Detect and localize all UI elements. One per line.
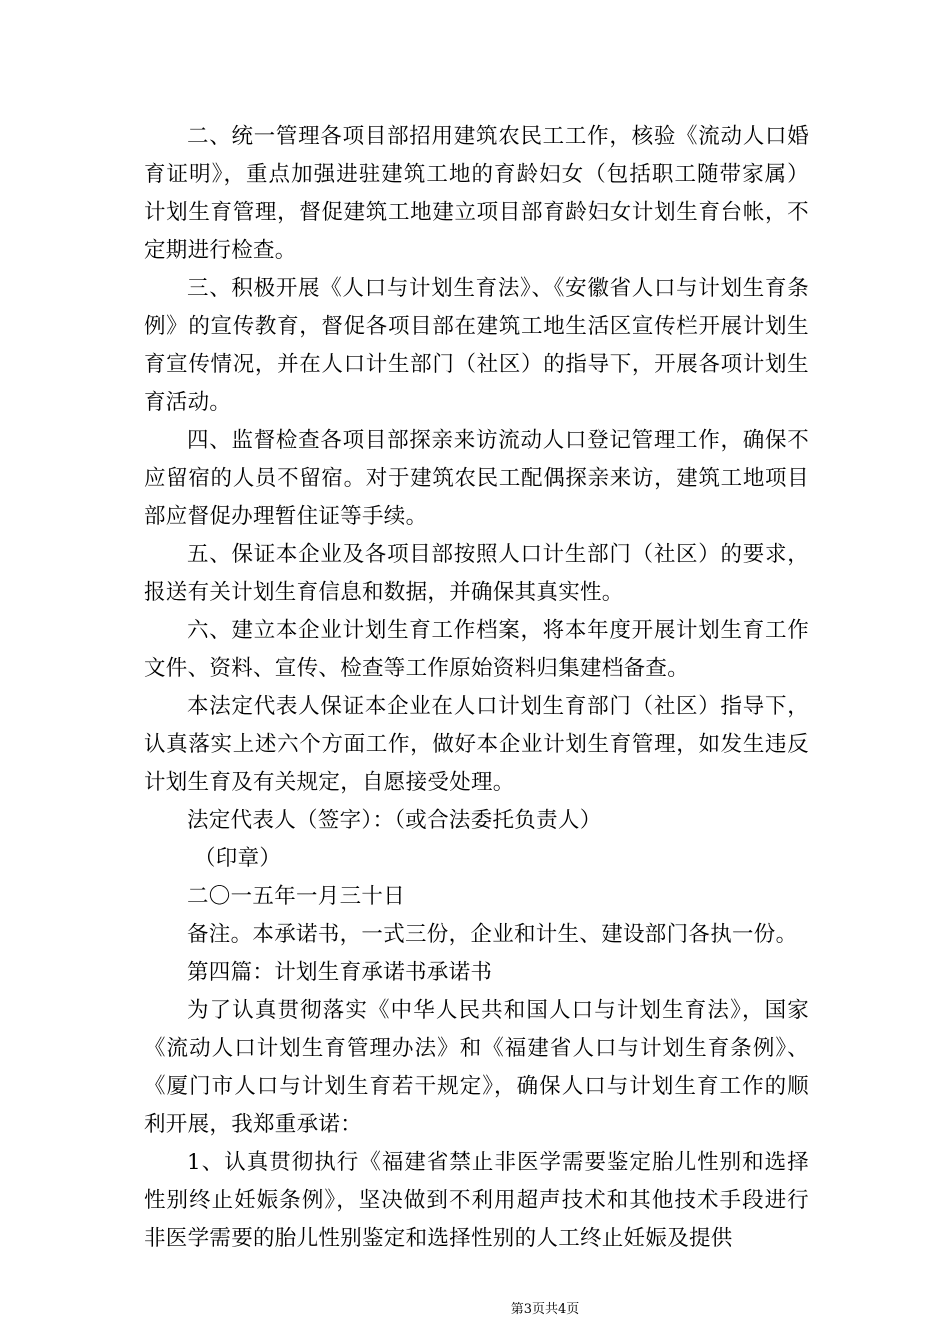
paragraph-item-5: 五、保证本企业及各项目部按照人口计生部门（社区）的要求，报送有关计划生育信息和数据，并确保其真实性。 bbox=[144, 542, 809, 605]
commitment-item-1: 1、认真贯彻执行《福建省禁止非医学需要鉴定胎儿性别和选择性别终止妊娠条例》，坚决做到不利用超声技术和其他技术手段进行非医学需要的胎儿性别鉴定和选择性别的人工终止妊娠及提供 bbox=[144, 1150, 809, 1251]
document-body bbox=[144, 118, 809, 1258]
note-line: 备注。本承诺书，一式三份，企业和计生、建设部门各执一份。 bbox=[187, 922, 798, 947]
page-number: 第3页共4页 bbox=[510, 1302, 580, 1317]
guarantee-paragraph: 本法定代表人保证本企业在人口计划生育部门（社区）指导下，认真落实上述六个方面工作，做好本企业计划生育管理，如发生违反计划生育及有关规定，自愿接受处理。 bbox=[144, 694, 809, 795]
section-title: 第四篇：计划生育承诺书承诺书 bbox=[187, 960, 493, 985]
paragraph-item-2: 二、统一管理各项目部招用建筑农民工工作，核验《流动人口婚育证明》，重点加强进驻建筑工地的育龄妇女（包括职工随带家属）计划生育管理，督促建筑工地建立项目部育龄妇女计划生育台帐，不定期进行检查。 bbox=[144, 124, 809, 263]
paragraph-item-4: 四、监督检查各项目部探亲来访流动人口登记管理工作，确保不应留宿的人员不留宿。对于建筑农民工配偶探亲来访，建筑工地项目部应督促办理暂住证等手续。 bbox=[144, 428, 809, 529]
paragraph-item-3: 三、积极开展《人口与计划生育法》、《安徽省人口与计划生育条例》的宣传教育，督促各项目部在建筑工地生活区宣传栏开展计划生育宣传情况，并在人口计生部门（社区）的指导下，开展各项计划生育活动。 bbox=[144, 276, 809, 415]
date-line: 二〇一五年一月三十日 bbox=[187, 884, 406, 909]
section-intro-paragraph: 为了认真贯彻落实《中华人民共和国人口与计划生育法》，国家《流动人口计划生育管理办法》和《福建省人口与计划生育条例》、《厦门市人口与计划生育若干规定》，确保人口与计划生育工作的顺利开展，我郑重承诺： bbox=[144, 998, 809, 1137]
paragraph-item-6: 六、建立本企业计划生育工作档案，将本年度开展计划生育工作文件、资料、宣传、检查等工作原始资料归集建档备查。 bbox=[144, 618, 809, 681]
signature-line: 法定代表人（签字）：（或合法委托负责人） bbox=[187, 808, 602, 833]
seal-line: （印章） bbox=[194, 846, 282, 871]
